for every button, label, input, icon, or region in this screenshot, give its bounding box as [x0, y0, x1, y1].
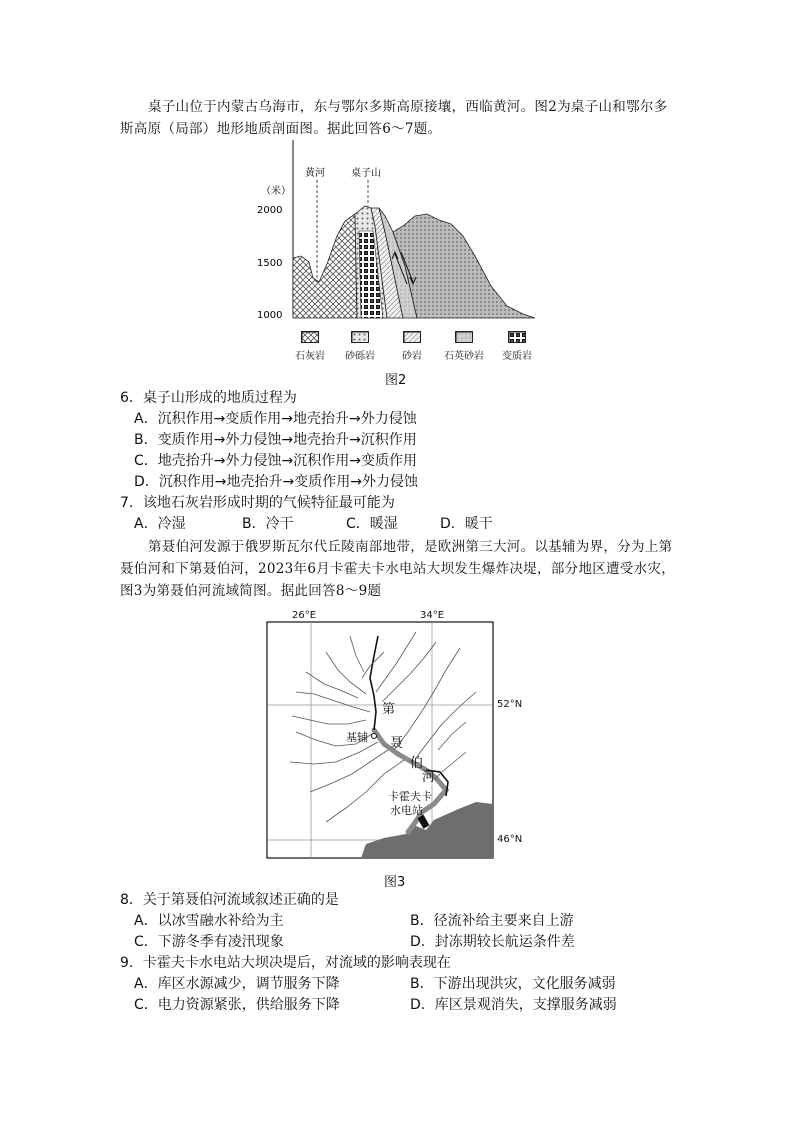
sandstone-swatch-icon: [403, 331, 421, 343]
q6-option-b[interactable]: B．变质作用→外力侵蚀→地壳抬升→沉积作用: [134, 432, 417, 448]
y-tick-1000: 1000: [257, 310, 283, 321]
figure-2-cross-section: [255, 136, 545, 326]
q7-stem: 7．该地石灰岩形成时期的气候特征最可能为: [120, 495, 395, 511]
q6-stem: 6．桌子山形成的地质过程为: [120, 390, 297, 406]
q6-option-d[interactable]: D．沉积作用→地壳抬升→变质作用→外力侵蚀: [134, 474, 418, 490]
q9-option-a[interactable]: A．库区水源减少，调节服务下降: [134, 976, 340, 992]
station-label-line2: 水电站: [390, 804, 423, 817]
intro-paragraph-1: 桌子山位于内蒙古乌海市，东与鄂尔多斯高原接壤，西临黄河。图2为桌子山和鄂尔多斯高原（局部）地形地质剖面图。据此回答6～7题。: [120, 99, 668, 137]
q9-option-c[interactable]: C．电力资源紧张，供给服务下降: [134, 997, 340, 1013]
label-zhuozi-mountain: 桌子山: [351, 168, 381, 179]
y-tick-1500: 1500: [257, 258, 283, 269]
q9-option-d[interactable]: D．库区景观消失，支撑服务减弱: [410, 997, 617, 1013]
figure-3-caption: 图3: [384, 875, 406, 890]
q7-option-d[interactable]: D．暖干: [440, 516, 493, 532]
q8-option-d[interactable]: D．封冻期较长航运条件差: [410, 934, 575, 950]
figure-2-caption: 图2: [385, 373, 407, 388]
river-char-3: 伯: [410, 756, 424, 771]
city-kyiv-label: 基辅: [346, 731, 368, 744]
limestone-left: [293, 214, 357, 318]
kyiv-dot: [372, 734, 377, 739]
label-yellow-river: 黄河: [305, 168, 325, 179]
y-axis-unit: （米）: [261, 186, 291, 197]
legend-conglomerate: 砂砾岩: [336, 331, 384, 362]
y-tick-2000: 2000: [257, 205, 283, 216]
intro-paragraph-2: 第聂伯河发源于俄罗斯瓦尔代丘陵南部地带，是欧洲第三大河。以基辅为界，分为上第聂伯河和下第聂伯河，2023年6月卡霍夫卡水电站大坝发生爆炸决堤，部分地区遭受水灾，图3为第聂伯河流域简图。据此回答8～9题: [120, 539, 676, 599]
legend-limestone: 石灰岩: [288, 331, 332, 362]
q8-option-a[interactable]: A．以冰雪融水补给为主: [134, 913, 284, 929]
river-char-4: 河: [422, 770, 436, 785]
legend-quartz-sandstone: 石英砂岩: [436, 331, 492, 362]
q8-option-b[interactable]: B．径流补给主要来自上游: [410, 913, 574, 929]
river-char-2: 聂: [390, 736, 404, 751]
q6-option-c[interactable]: C．地壳抬升→外力侵蚀→沉积作用→变质作用: [134, 453, 417, 469]
station-label-line1: 卡霍夫卡: [388, 790, 432, 803]
legend-sandstone: 砂岩: [392, 331, 432, 362]
metamorphic-swatch-icon: [508, 331, 526, 343]
q7-option-a[interactable]: A．冷湿: [134, 516, 186, 532]
q8-option-c[interactable]: C．下游冬季有凌汛现象: [134, 934, 284, 950]
q8-stem: 8．关于第聂伯河流域叙述正确的是: [120, 892, 339, 908]
plateau-right: [393, 214, 535, 318]
conglomerate-swatch-icon: [351, 331, 369, 343]
lat-46n-label: 46°N: [497, 834, 523, 845]
lon-34e-label: 34°E: [420, 610, 445, 621]
q7-option-c[interactable]: C．暖湿: [346, 516, 398, 532]
river-char-1: 第: [382, 702, 396, 717]
legend-metamorphic: 变质岩: [494, 331, 540, 362]
q9-stem: 9．卡霍夫卡水电站大坝决堤后，对流域的影响表现在: [120, 955, 451, 971]
quartz-swatch-icon: [455, 331, 473, 343]
limestone-swatch-icon: [301, 331, 319, 343]
q7-option-b[interactable]: B．冷干: [242, 516, 294, 532]
q9-option-b[interactable]: B．下游出现洪灾，文化服务减弱: [410, 976, 616, 992]
lon-26e-label: 26°E: [292, 610, 317, 621]
lat-52n-label: 52°N: [497, 699, 523, 710]
q6-option-a[interactable]: A．沉积作用→变质作用→地壳抬升→外力侵蚀: [134, 411, 417, 427]
figure-3-map: [266, 610, 523, 860]
